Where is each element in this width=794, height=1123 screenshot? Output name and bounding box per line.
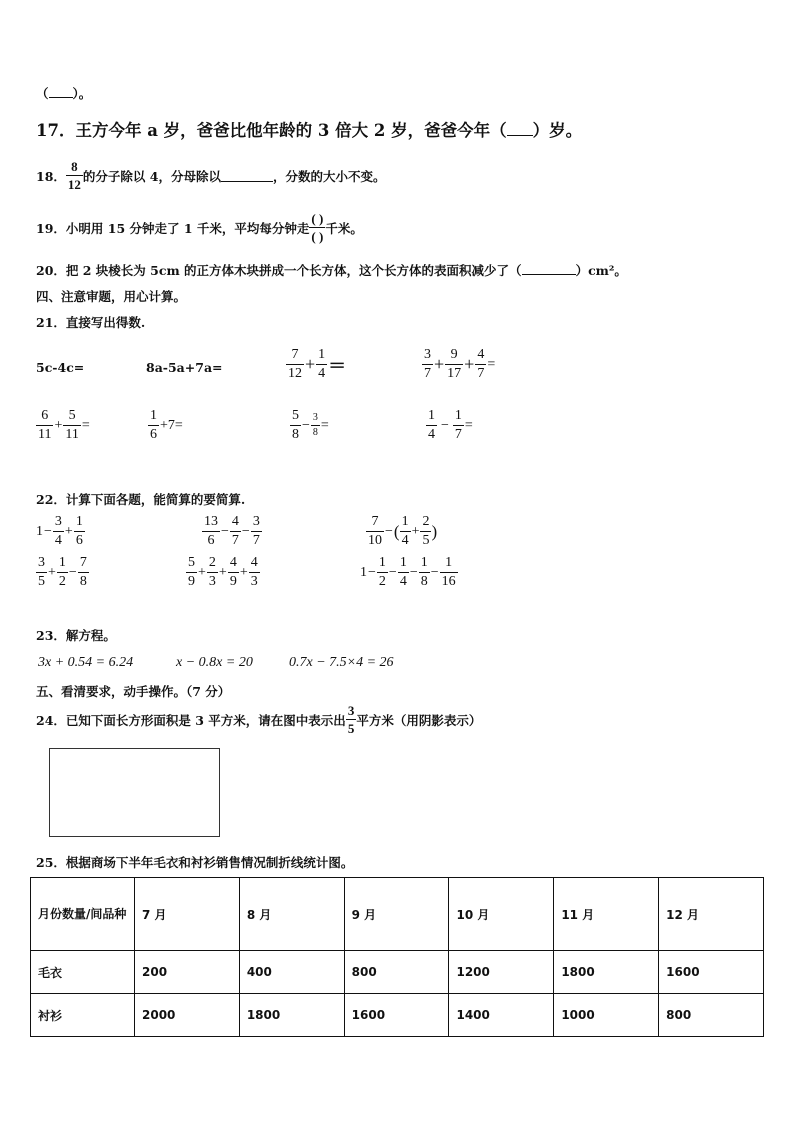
table-cell: 毛衣 — [31, 951, 135, 994]
q19-fraction-blank[interactable]: $\frac{( )}{( )}$ — [311, 211, 324, 244]
q21-expr-7: $\frac{5}{8}$ − $\frac{3}{8}$ = — [292, 408, 329, 442]
table-header-cell: 12 月 — [659, 878, 764, 951]
fraction: $\frac{3}{4}$ — [54, 514, 62, 548]
fraction: $\frac{1}{7}$ — [454, 408, 462, 442]
q16-blank[interactable] — [49, 97, 73, 98]
fraction: $\frac{2}{5}$ — [422, 514, 430, 548]
q23-equation-3: 0.7x − 7.5×4 = 26 — [289, 655, 394, 670]
fraction: $\frac{4}{3}$ — [250, 555, 258, 589]
q23-equation-1: 3x + 0.54 = 6.24 — [38, 655, 134, 670]
q21-expr-6: $\frac{1}{6}$ +7= — [150, 408, 183, 442]
question-21-title: 21．直接写出得数. — [36, 315, 146, 330]
table-cell: 200 — [135, 951, 240, 994]
q21-expr-3: $\frac{7}{12}$ + $\frac{1}{4}$ ＝ — [288, 347, 347, 381]
table-cell: 1400 — [449, 994, 554, 1037]
q21-expr-1: 5c-4c= — [36, 360, 85, 375]
sales-table — [30, 877, 764, 1037]
q18-blank[interactable] — [221, 169, 273, 182]
q22-expr-6: 1 − $\frac{1}{2}$ − $\frac{1}{4}$ − $\frac{1}{8}$ − $\frac{1}{16}$ — [360, 555, 456, 589]
fraction: $\frac{1}{16}$ — [441, 555, 456, 589]
fraction: $\frac{3}{7}$ — [252, 514, 260, 548]
table-cell: 衬衫 — [31, 994, 135, 1037]
q22-expr-5: $\frac{5}{9}$ + $\frac{2}{3}$ + $\frac{4}{9}$ + $\frac{4}{3}$ — [188, 555, 258, 589]
fraction: $\frac{7}{8}$ — [79, 555, 87, 589]
fraction: $\frac{5}{9}$ — [188, 555, 195, 589]
question-24: 24．已知下面长方形面积是 3 平方米，请在图中表示出 $\frac{3}{5}$ 平方米（用阴影表示） — [36, 703, 482, 736]
table-header-cell: 8 月 — [239, 878, 344, 951]
fraction: $\frac{7}{10}$ — [368, 514, 382, 548]
table-header-cell: 9 月 — [344, 878, 449, 951]
table-row — [31, 951, 764, 994]
q20-blank[interactable] — [522, 274, 576, 275]
table-cell: 2000 — [135, 994, 240, 1037]
table-cell: 400 — [239, 951, 344, 994]
fraction: $\frac{3}{5}$ — [38, 555, 45, 589]
q23-equation-2: x − 0.8x = 20 — [176, 655, 253, 670]
question-17: 17．王方今年 a 岁，爸爸比他年龄的 3 倍大 2 岁，爸爸今年（ ）岁。 — [36, 121, 583, 140]
fraction: $\frac{4}{7}$ — [231, 514, 239, 548]
table-cell: 1800 — [239, 994, 344, 1037]
fraction-small: $\frac{3}{8}$ — [312, 412, 318, 438]
table-cell: 800 — [659, 994, 764, 1037]
section-4-heading: 四、注意审题，用心计算。 — [36, 289, 187, 304]
table-row — [31, 994, 764, 1037]
fraction: $\frac{1}{6}$ — [75, 514, 83, 548]
fraction: $\frac{13}{6}$ — [204, 514, 218, 548]
section-5-heading: 五、看清要求，动手操作。（7 分） — [36, 684, 231, 699]
question-22-title: 22．计算下面各题，能简算的要简算. — [36, 492, 246, 507]
table-header-row — [31, 878, 764, 951]
question-20: 20．把 2 块棱长为 5cm 的正方体木块拼成一个长方体，这个长方体的表面积减少了（ ）cm²。 — [36, 263, 627, 278]
q22-expr-1: 1 − $\frac{3}{4}$ + $\frac{1}{6}$ — [36, 514, 83, 548]
table-header-cell: 月份数量/间品种 — [31, 878, 135, 951]
fraction: $\frac{1}{2}$ — [58, 555, 66, 589]
q17-blank[interactable] — [507, 135, 533, 136]
fraction: $\frac{7}{12}$ — [288, 347, 302, 381]
table-header-cell: 11 月 — [554, 878, 659, 951]
table-cell: 1800 — [554, 951, 659, 994]
fraction: $\frac{5}{8}$ — [292, 408, 299, 442]
q22-expr-2: $\frac{13}{6}$ − $\frac{4}{7}$ − $\frac{3}{7}$ — [204, 514, 260, 548]
q21-expr-4: $\frac{3}{7}$ + $\frac{9}{17}$ + $\frac{4}{7}$ = — [424, 347, 496, 381]
table-cell: 1000 — [554, 994, 659, 1037]
fraction: $\frac{1}{8}$ — [420, 555, 428, 589]
fraction: $\frac{4}{9}$ — [229, 555, 237, 589]
q18-fraction: $\frac{8}{12}$ — [67, 159, 81, 192]
table-cell: 800 — [344, 951, 449, 994]
q16-tail: （ ）。 — [36, 86, 92, 101]
fraction: $\frac{5}{11}$ — [65, 408, 79, 442]
question-19: 19． 小明用 15 分钟走了 1 千米，平均每分钟走 $\frac{( )}{( )}$ 千米。 — [36, 211, 363, 244]
q22-expr-3: $\frac{7}{10}$ − ( $\frac{1}{4}$ + $\frac{2}{5}$ ) — [368, 514, 438, 548]
fraction: $\frac{1}{4}$ — [428, 408, 435, 442]
fraction: $\frac{3}{7}$ — [424, 347, 431, 381]
fraction: $\frac{1}{6}$ — [150, 408, 157, 442]
question-18: 18． $\frac{8}{12}$ 的分子除以 4，分母除以 ，分数的大小不变。 — [36, 159, 386, 192]
question-23-title: 23．解方程。 — [36, 628, 116, 643]
fraction: $\frac{1}{4}$ — [401, 514, 409, 548]
table-header-cell: 10 月 — [449, 878, 554, 951]
q24-fraction: $\frac{3}{5}$ — [347, 703, 355, 736]
fraction: $\frac{9}{17}$ — [447, 347, 462, 381]
q22-expr-4: $\frac{3}{5}$ + $\frac{1}{2}$ − $\frac{7}{8}$ — [38, 555, 87, 589]
table-cell: 1600 — [344, 994, 449, 1037]
q21-expr-5: $\frac{6}{11}$ + $\frac{5}{11}$ = — [38, 408, 90, 442]
fraction: $\frac{4}{7}$ — [477, 347, 485, 381]
question-25-title: 25．根据商场下半年毛衣和衬衫销售情况制折线统计图。 — [36, 855, 354, 870]
q21-expr-8: $\frac{1}{4}$ − $\frac{1}{7}$ = — [428, 408, 473, 442]
table-cell: 1200 — [449, 951, 554, 994]
q21-expr-2: 8a-5a+7a= — [146, 360, 223, 375]
fraction: $\frac{1}{4}$ — [318, 347, 326, 381]
fraction: $\frac{1}{4}$ — [399, 555, 407, 589]
fraction: $\frac{1}{2}$ — [378, 555, 386, 589]
q24-rectangle-drawing-area[interactable] — [49, 748, 220, 837]
fraction: $\frac{2}{3}$ — [208, 555, 216, 589]
fraction: $\frac{6}{11}$ — [38, 408, 52, 442]
table-cell: 1600 — [659, 951, 764, 994]
table-header-cell: 7 月 — [135, 878, 240, 951]
